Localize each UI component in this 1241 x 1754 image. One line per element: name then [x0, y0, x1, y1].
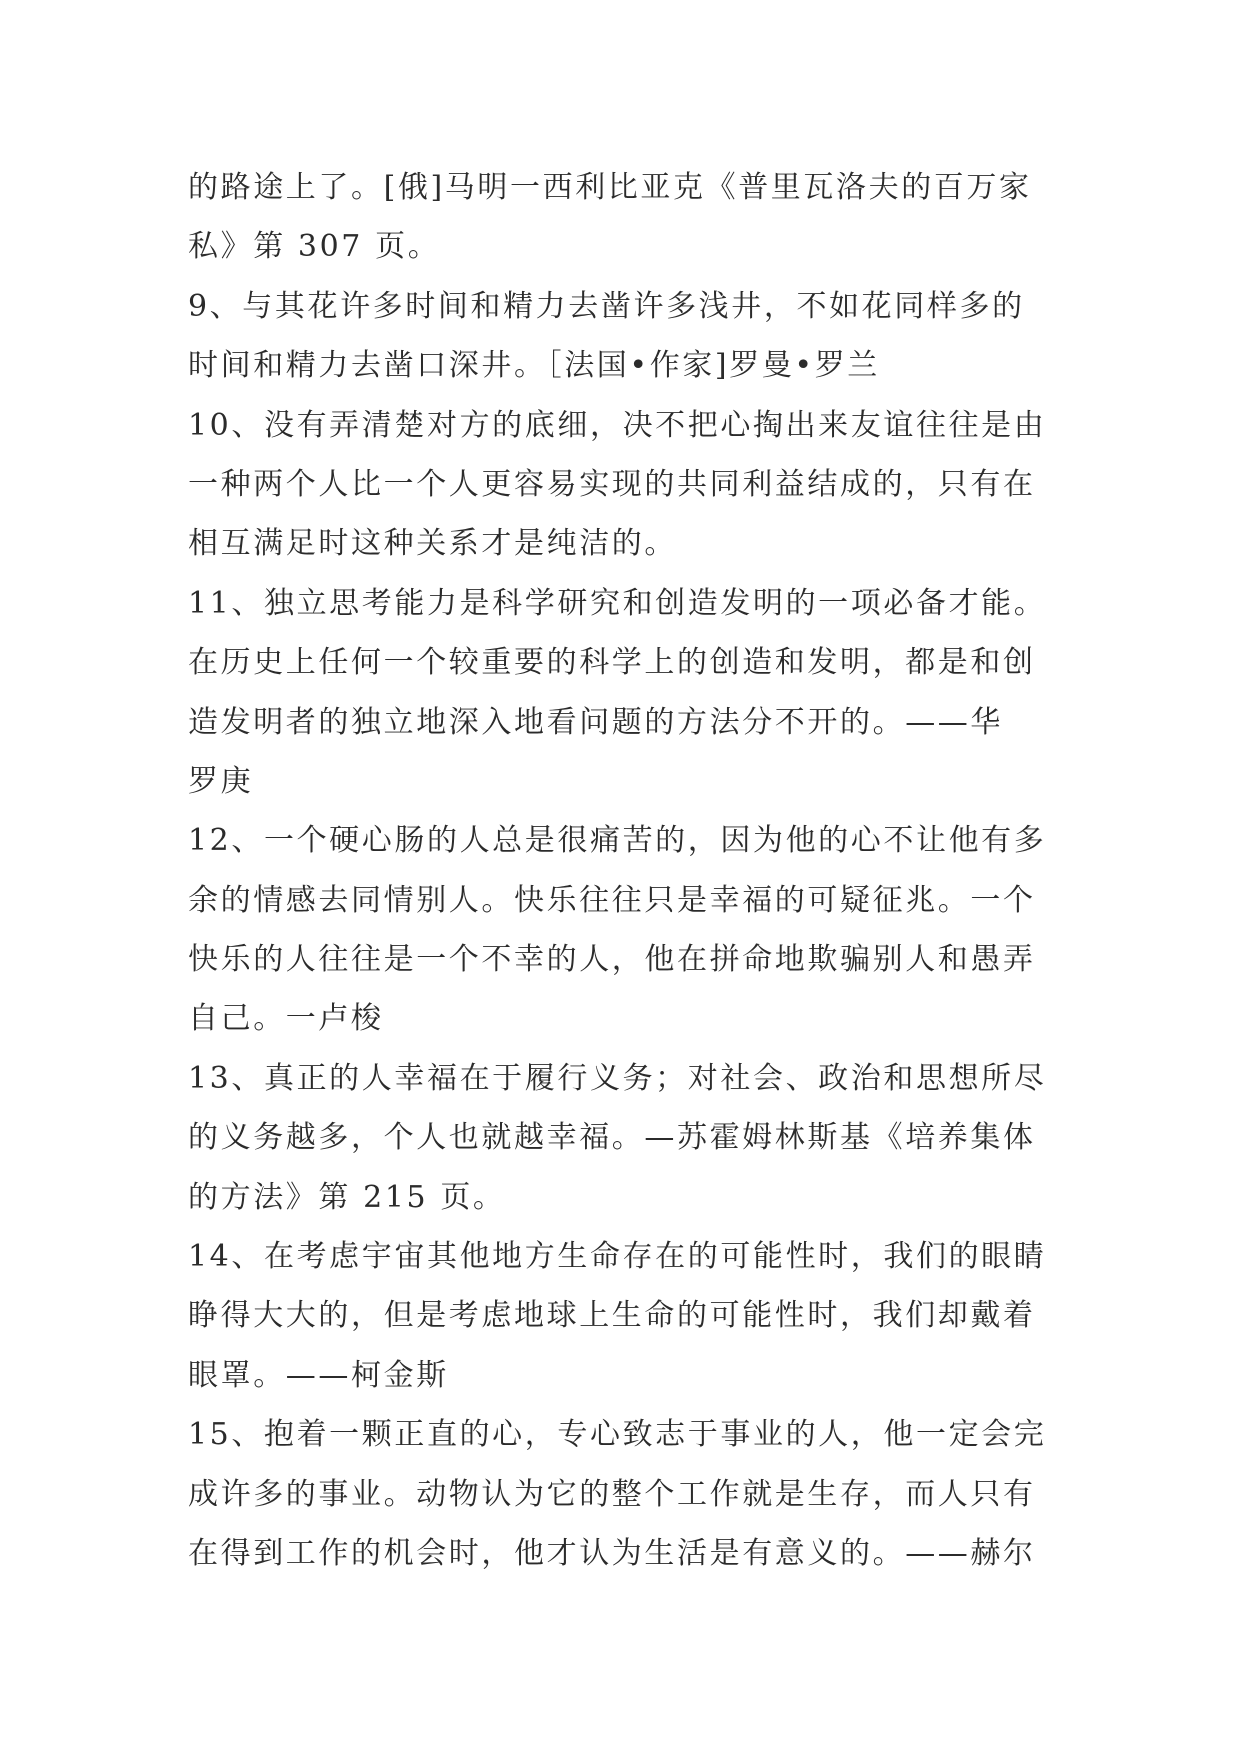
- text-line: 余的情感去同情别人。快乐往往只是幸福的可疑征兆。一个: [188, 882, 1036, 918]
- text-line: 的路途上了。[俄]马明一西利比亚克《普里瓦洛夫的百万家: [188, 170, 1032, 205]
- text-line: 15、抱着一颗正直的心，专心致志于事业的人，他一定会完: [188, 1417, 1047, 1453]
- text-line: 一种两个人比一个人更容易实现的共同利益结成的，只有在: [188, 466, 1036, 502]
- text-line: 11、独立思考能力是科学研究和创造发明的一项必备才能。: [188, 585, 1047, 621]
- text-line: 快乐的人往往是一个不幸的人，他在拼命地欺骗别人和愚弄: [188, 942, 1036, 978]
- text-line: 在得到工作的机会时，他才认为生活是有意义的。——赫尔: [188, 1535, 1036, 1571]
- text-line: 自己。一卢梭: [188, 1001, 384, 1037]
- text-line: 10、没有弄清楚对方的底细，决不把心掏出来友谊往往是由: [188, 407, 1047, 443]
- text-line: 12、一个硬心肠的人总是很痛苦的，因为他的心不让他有多: [188, 823, 1047, 859]
- text-line: 的义务越多，个人也就越幸福。—苏霍姆林斯基《培养集体: [188, 1120, 1036, 1156]
- text-line: 13、真正的人幸福在于履行义务；对社会、政治和思想所尽: [188, 1060, 1047, 1096]
- text-line: 相互满足时这种关系才是纯洁的。: [188, 526, 677, 562]
- quote-text-body: [188, 158, 1088, 1583]
- text-line: 时间和精力去凿口深井。［法国•作家]罗曼•罗兰: [188, 348, 880, 384]
- text-line: 眼罩。——柯金斯: [188, 1357, 449, 1393]
- text-line: 罗庚: [188, 763, 254, 799]
- text-line: 在历史上任何一个较重要的科学上的创造和发明，都是和创: [188, 645, 1036, 681]
- text-line: 14、在考虑宇宙其他地方生命存在的可能性时，我们的眼睛: [188, 1239, 1047, 1275]
- text-line: 睁得大大的，但是考虑地球上生命的可能性时，我们却戴着: [188, 1298, 1036, 1334]
- text-line: 造发明者的独立地深入地看问题的方法分不开的。——华: [188, 704, 1003, 740]
- text-line: 9、与其花许多时间和精力去凿许多浅井，不如花同样多的: [188, 288, 1025, 324]
- text-line: 私》第 307 页。: [188, 229, 441, 265]
- text-line: 成许多的事业。动物认为它的整个工作就是生存，而人只有: [188, 1476, 1036, 1512]
- text-line: 的方法》第 215 页。: [188, 1179, 506, 1215]
